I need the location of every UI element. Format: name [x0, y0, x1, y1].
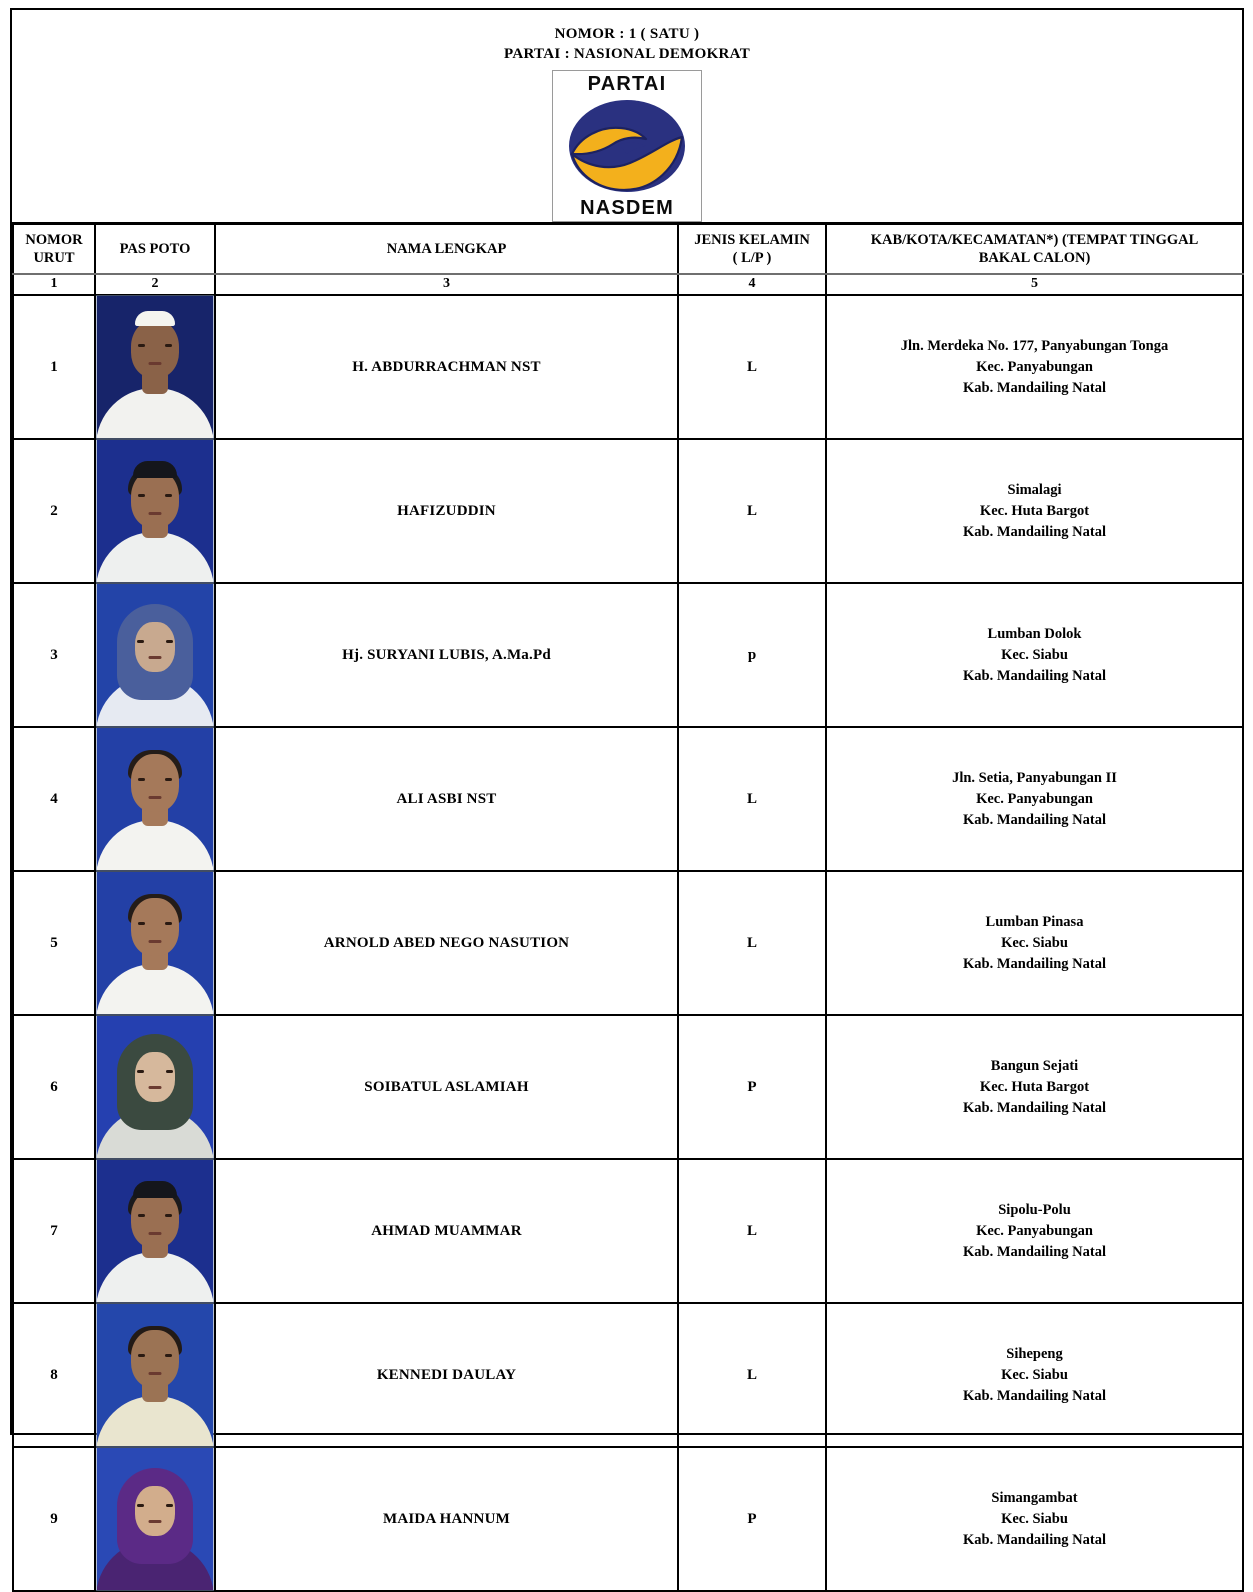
alamat-line1: Sipolu-Polu: [998, 1201, 1071, 1218]
alamat-line2: Kec. Huta Bargot: [979, 1078, 1090, 1095]
table-row: [13, 295, 1243, 439]
table-row: [13, 1159, 1243, 1303]
logo-top-word: PARTAI: [587, 72, 667, 95]
cell-pas-poto: [95, 871, 215, 1015]
table-row: [13, 1447, 1243, 1591]
cell-jenis-kelamin: L: [678, 1159, 826, 1303]
cell-alamat: [826, 871, 1243, 1015]
candidates-body: [13, 295, 1243, 1591]
candidate-photo: [97, 296, 213, 438]
header-jenis-kelamin: [678, 225, 826, 275]
alamat-line1: Simangambat: [991, 1489, 1078, 1506]
cell-jenis-kelamin: p: [678, 583, 826, 727]
alamat-line3: Kab. Mandailing Natal: [962, 811, 1106, 828]
cell-nomor-urut: 9: [13, 1447, 95, 1591]
header-jk-line2: ( L/P ): [732, 250, 772, 267]
alamat-line3: Kab. Mandailing Natal: [962, 523, 1106, 540]
alamat-line3: Kab. Mandailing Natal: [962, 955, 1106, 972]
alamat-line2: Kec. Panyabungan: [976, 358, 1093, 375]
header-nama-lengkap: NAMA LENGKAP: [215, 225, 678, 275]
header-nomor-line1: NOMOR: [25, 232, 83, 248]
cell-nama-lengkap: KENNEDI DAULAY: [215, 1303, 678, 1447]
candidate-photo: [97, 728, 213, 870]
table-row: [13, 727, 1243, 871]
alamat-line1: Simalagi: [1007, 481, 1062, 498]
header-alamat-line2: BAKAL CALON): [978, 250, 1091, 267]
alamat-line2: Kec. Siabu: [1001, 1510, 1068, 1527]
alamat-line3: Kab. Mandailing Natal: [962, 1243, 1106, 1260]
table-row: [13, 1015, 1243, 1159]
cell-alamat: [826, 1447, 1243, 1591]
alamat-line2: Kec. Siabu: [1001, 646, 1068, 663]
header-pas-poto: PAS POTO: [95, 225, 215, 275]
cell-jenis-kelamin: P: [678, 1447, 826, 1591]
alamat-line2: Kec. Panyabungan: [976, 1222, 1093, 1239]
cell-nama-lengkap: MAIDA HANNUM: [215, 1447, 678, 1591]
candidates-grid: [12, 224, 1244, 1592]
cell-alamat: [826, 295, 1243, 439]
cell-alamat: [826, 583, 1243, 727]
candidate-photo: [97, 872, 213, 1014]
cell-pas-poto: [95, 295, 215, 439]
candidate-list-table: [10, 8, 1244, 1548]
cell-alamat: [826, 1159, 1243, 1303]
cell-pas-poto: [95, 583, 215, 727]
nasdem-eagle-icon: [566, 97, 688, 195]
nasdem-logo: [552, 70, 702, 222]
cell-pas-poto: [95, 1447, 215, 1591]
header-alamat: [826, 225, 1243, 275]
logo-bottom-word: NASDEM: [580, 196, 674, 219]
colnum-2: 2: [95, 274, 215, 295]
table-row: [13, 1303, 1243, 1447]
colnum-5: 5: [826, 274, 1243, 295]
column-number-row: [13, 274, 1243, 295]
alamat-line3: Kab. Mandailing Natal: [962, 1387, 1106, 1404]
cell-nomor-urut: 5: [13, 871, 95, 1015]
cell-alamat: [826, 1015, 1243, 1159]
cell-nomor-urut: 8: [13, 1303, 95, 1447]
cell-pas-poto: [95, 727, 215, 871]
table-row: [13, 871, 1243, 1015]
alamat-line2: Kec. Panyabungan: [976, 790, 1093, 807]
cell-nama-lengkap: ALI ASBI NST: [215, 727, 678, 871]
cell-alamat: [826, 727, 1243, 871]
table-header-row: [13, 225, 1243, 275]
nomor-line: NOMOR : 1 ( SATU ): [554, 26, 700, 42]
cell-pas-poto: [95, 1303, 215, 1447]
alamat-line1: Lumban Pinasa: [985, 913, 1084, 930]
table-row: [13, 439, 1243, 583]
cell-jenis-kelamin: P: [678, 1015, 826, 1159]
cell-jenis-kelamin: L: [678, 727, 826, 871]
party-header-block: [12, 10, 1242, 224]
cell-nama-lengkap: ARNOLD ABED NEGO NASUTION: [215, 871, 678, 1015]
cell-jenis-kelamin: L: [678, 439, 826, 583]
alamat-line2: Kec. Siabu: [1001, 1366, 1068, 1383]
cell-nomor-urut: 7: [13, 1159, 95, 1303]
header-nomor-urut: [13, 225, 95, 275]
candidate-photo: [97, 1160, 213, 1302]
cell-jenis-kelamin: L: [678, 871, 826, 1015]
colnum-1: 1: [13, 274, 95, 295]
alamat-line1: Jln. Merdeka No. 177, Panyabungan Tonga: [900, 337, 1169, 354]
cell-nama-lengkap: H. ABDURRACHMAN NST: [215, 295, 678, 439]
cell-nama-lengkap: Hj. SURYANI LUBIS, A.Ma.Pd: [215, 583, 678, 727]
table-row: [13, 583, 1243, 727]
alamat-line3: Kab. Mandailing Natal: [962, 379, 1106, 396]
cell-jenis-kelamin: L: [678, 1303, 826, 1447]
cell-nama-lengkap: SOIBATUL ASLAMIAH: [215, 1015, 678, 1159]
candidate-photo: [97, 1016, 213, 1158]
colnum-3: 3: [215, 274, 678, 295]
cell-alamat: [826, 439, 1243, 583]
cell-nama-lengkap: HAFIZUDDIN: [215, 439, 678, 583]
alamat-line2: Kec. Siabu: [1001, 934, 1068, 951]
cell-nomor-urut: 6: [13, 1015, 95, 1159]
alamat-line1: Jln. Setia, Panyabungan II: [952, 769, 1117, 786]
alamat-line1: Lumban Dolok: [987, 625, 1082, 642]
cell-nama-lengkap: AHMAD MUAMMAR: [215, 1159, 678, 1303]
alamat-line3: Kab. Mandailing Natal: [962, 1531, 1106, 1548]
cell-jenis-kelamin: L: [678, 295, 826, 439]
candidate-photo: [97, 1304, 213, 1446]
cell-nomor-urut: 2: [13, 439, 95, 583]
candidate-photo: [97, 584, 213, 726]
cell-pas-poto: [95, 439, 215, 583]
header-jk-line1: JENIS KELAMIN: [694, 232, 810, 248]
alamat-line3: Kab. Mandailing Natal: [962, 667, 1106, 684]
cell-pas-poto: [95, 1015, 215, 1159]
colnum-4: 4: [678, 274, 826, 295]
header-nomor-line2: URUT: [33, 250, 75, 267]
alamat-line3: Kab. Mandailing Natal: [962, 1099, 1106, 1116]
cell-nomor-urut: 4: [13, 727, 95, 871]
candidate-photo: [97, 440, 213, 582]
cell-nomor-urut: 1: [13, 295, 95, 439]
header-alamat-line1: KAB/KOTA/KECAMATAN*) (TEMPAT TINGGAL: [870, 232, 1199, 248]
alamat-line1: Bangun Sejati: [990, 1057, 1079, 1074]
alamat-line2: Kec. Huta Bargot: [979, 502, 1090, 519]
cell-pas-poto: [95, 1159, 215, 1303]
partai-line: PARTAI : NASIONAL DEMOKRAT: [503, 46, 751, 63]
alamat-line1: Sihepeng: [1006, 1345, 1063, 1362]
cell-alamat: [826, 1303, 1243, 1447]
candidate-photo: [97, 1448, 213, 1590]
cell-nomor-urut: 3: [13, 583, 95, 727]
